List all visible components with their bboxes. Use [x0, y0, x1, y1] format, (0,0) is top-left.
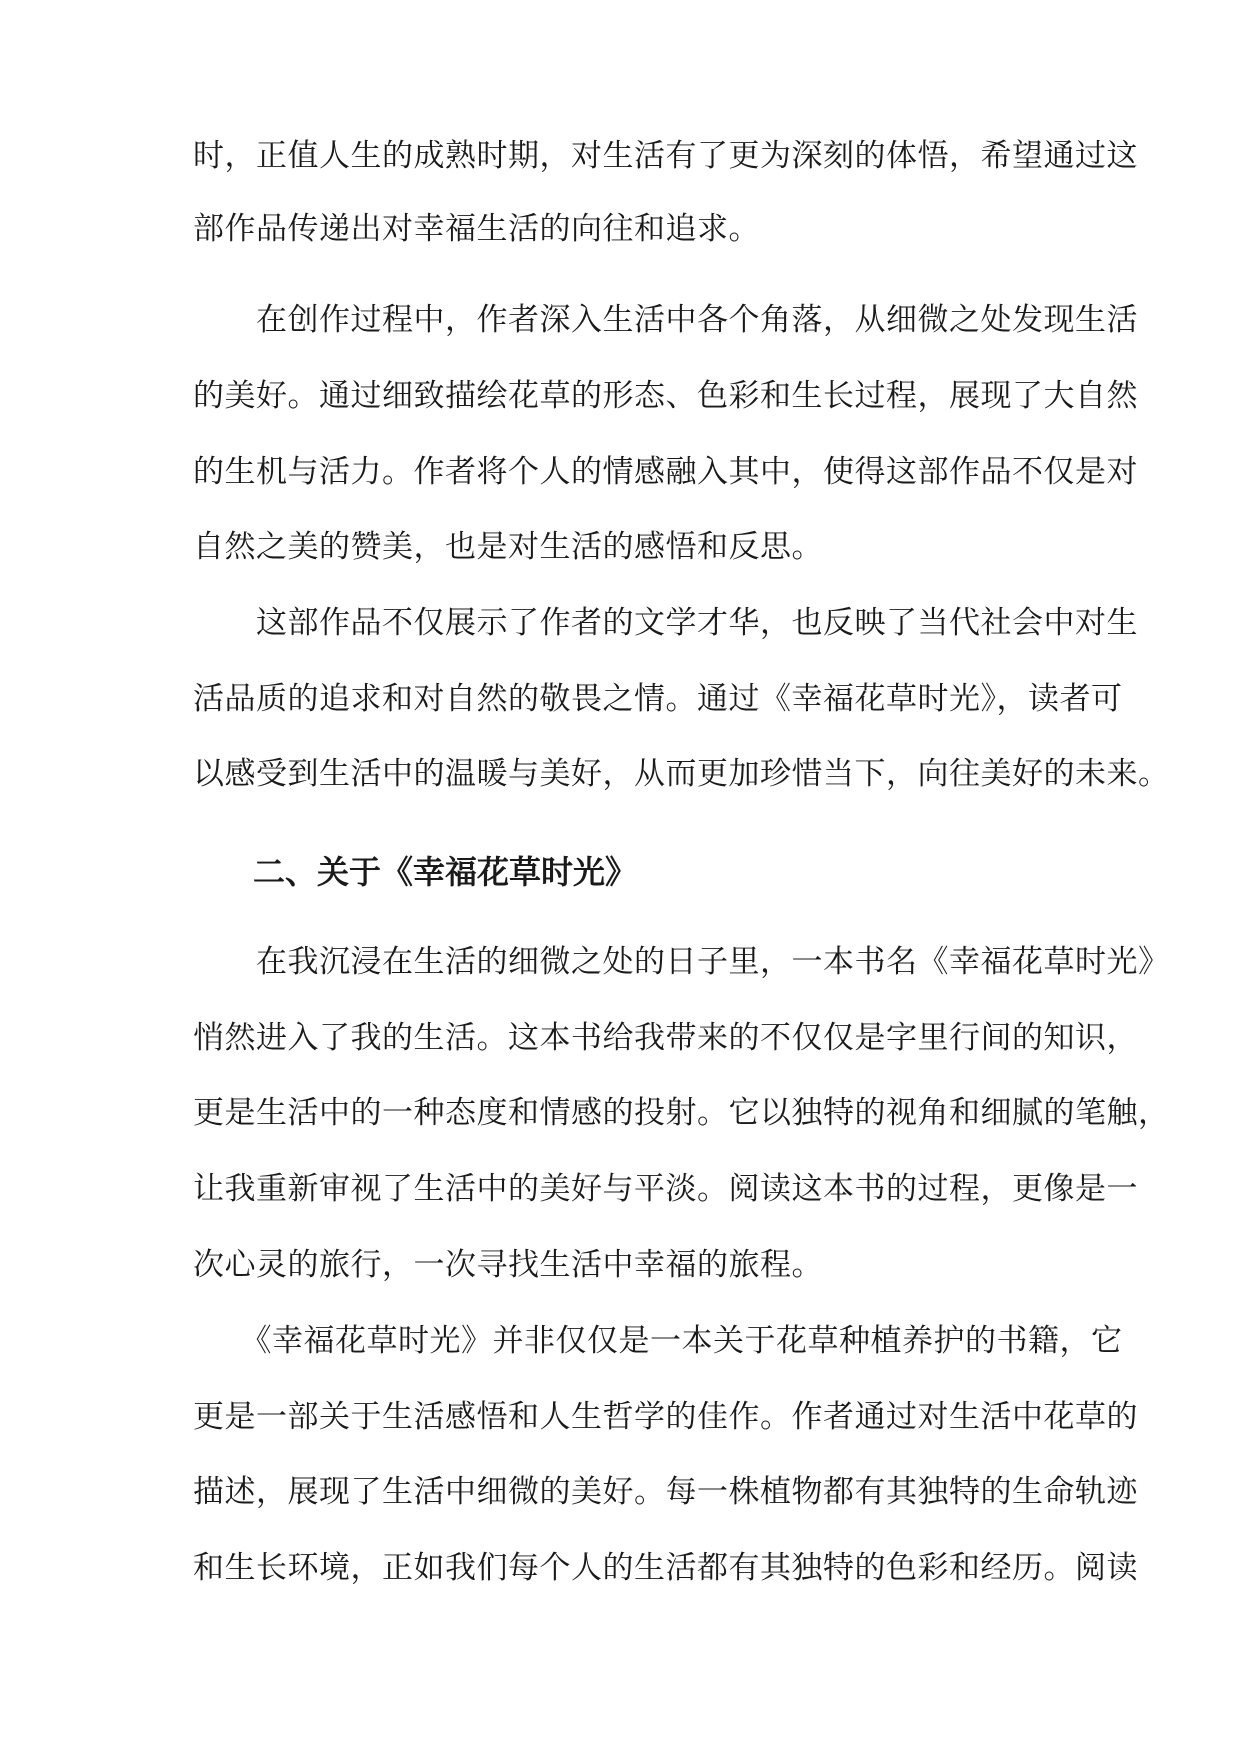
- paragraph-line: 次心灵的旅行，一次寻找生活中幸福的旅程。: [193, 1247, 823, 1283]
- paragraph-line: 部作品传递出对幸福生活的向往和追求。: [193, 211, 760, 247]
- paragraph-line: 《幸福花草时光》并非仅仅是一本关于花草种植养护的书籍，它: [193, 1323, 1123, 1359]
- paragraph-line: 以感受到生活中的温暖与美好，从而更加珍惜当下，向往美好的未来。: [193, 756, 1170, 792]
- paragraph-line: 的生机与活力。作者将个人的情感融入其中，使得这部作品不仅是对: [193, 454, 1138, 490]
- paragraph-line: 在创作过程中，作者深入生活中各个角落，从细微之处发现生活: [193, 302, 1138, 338]
- paragraph-line: 描述，展现了生活中细微的美好。每一株植物都有其独特的生命轨迹: [193, 1474, 1138, 1510]
- paragraph-line: 更是生活中的一种态度和情感的投射。它以独特的视角和细腻的笔触，: [193, 1095, 1170, 1131]
- paragraph-line: 在我沉浸在生活的细微之处的日子里，一本书名《幸福花草时光》: [193, 944, 1170, 980]
- paragraph-line: 这部作品不仅展示了作者的文学才华，也反映了当代社会中对生: [193, 605, 1138, 641]
- paragraph-line: 的美好。通过细致描绘花草的形态、色彩和生长过程，展现了大自然: [193, 378, 1138, 414]
- paragraph-line: 让我重新审视了生活中的美好与平淡。阅读这本书的过程，更像是一: [193, 1171, 1138, 1207]
- paragraph-line: 自然之美的赞美，也是对生活的感悟和反思。: [193, 529, 823, 565]
- paragraph-line: 更是一部关于生活感悟和人生哲学的佳作。作者通过对生活中花草的: [193, 1399, 1138, 1435]
- paragraph-line: 活品质的追求和对自然的敬畏之情。通过《幸福花草时光》，读者可: [193, 681, 1123, 717]
- paragraph-line: 时，正值人生的成熟时期，对生活有了更为深刻的体悟，希望通过这: [193, 138, 1138, 174]
- paragraph-line: 悄然进入了我的生活。这本书给我带来的不仅仅是字里行间的知识，: [193, 1020, 1138, 1056]
- section-heading: 二、关于《幸福花草时光》: [253, 853, 638, 891]
- paragraph-line: 和生长环境，正如我们每个人的生活都有其独特的色彩和经历。阅读: [193, 1550, 1138, 1586]
